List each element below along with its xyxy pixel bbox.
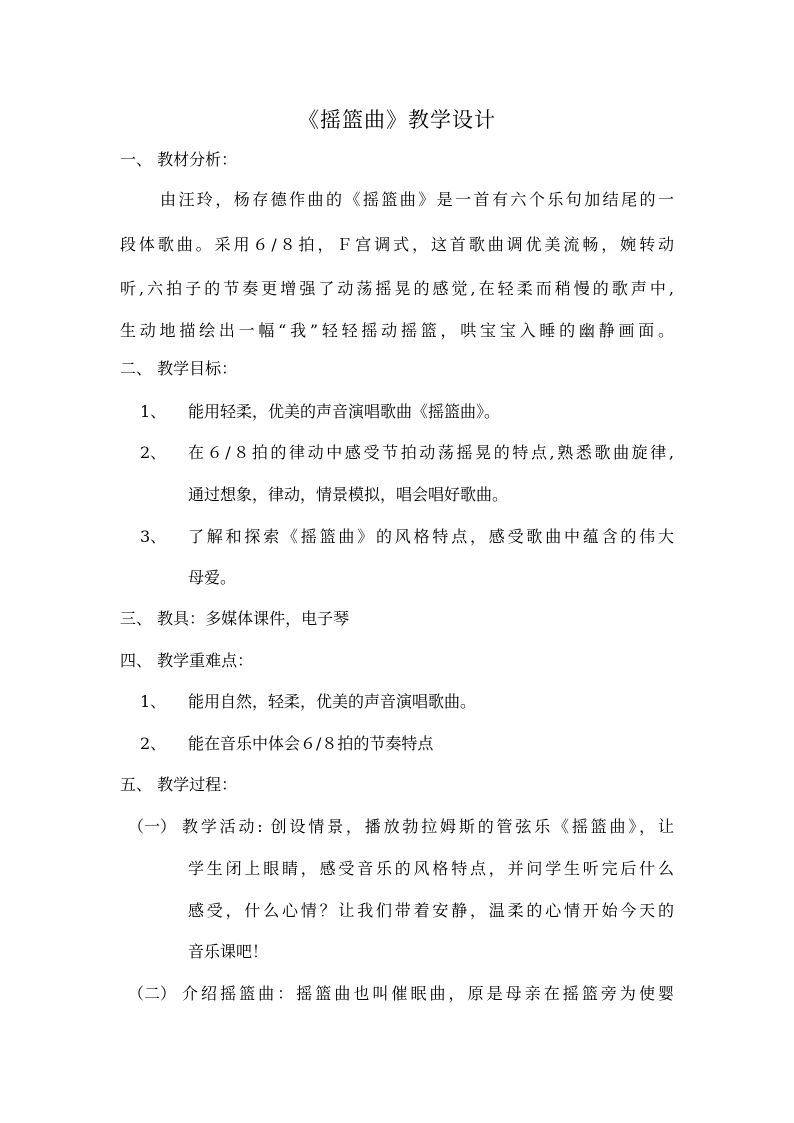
step-number: （一） bbox=[128, 817, 177, 836]
list-number: 1、 bbox=[140, 692, 167, 711]
list-item-text: 了解和探索《摇篮曲》的风格特点，感受歌曲中蕴含的伟大 bbox=[188, 527, 674, 546]
list-item-text: 在６/８拍的律动中感受节拍动荡摇晃的特点,熟悉歌曲旋律, bbox=[188, 443, 674, 462]
list-item-text: 能用自然，轻柔，优美的声音演唱歌曲。 bbox=[188, 692, 477, 711]
step-text: 介绍摇篮曲：摇篮曲也叫催眠曲，原是母亲在摇篮旁为使婴 bbox=[182, 984, 674, 1003]
section-heading-materials: 一、 教材分析： bbox=[120, 150, 238, 169]
paragraph-line: 听,六拍子的节奏更增强了动荡摇晃的感觉,在轻柔而稍慢的歌声中, bbox=[120, 279, 674, 298]
list-item-text: 能在音乐中体会６/８拍的节奏特点 bbox=[188, 734, 434, 753]
list-item-text: 通过想象，律动，情景模拟，唱会唱好歌曲。 bbox=[188, 485, 509, 504]
step-text: 学生闭上眼睛，感受音乐的风格特点，并问学生听完后什么 bbox=[188, 859, 674, 878]
list-number: 2、 bbox=[140, 443, 167, 462]
list-number: 2、 bbox=[140, 734, 167, 753]
document-title: 《摇篮曲》教学设计 bbox=[298, 108, 496, 132]
paragraph-line: 段体歌曲。采用６/８拍，Ｆ宫调式，这首歌曲调优美流畅，婉转动 bbox=[120, 235, 674, 254]
section-heading-objectives: 二、 教学目标： bbox=[120, 359, 238, 378]
list-number: 3、 bbox=[140, 527, 167, 546]
section-heading-teaching-aids: 三、 教具：多媒体课件，电子琴 bbox=[120, 609, 350, 628]
step-text: 音乐课吧！ bbox=[188, 942, 269, 961]
step-number: （二） bbox=[128, 984, 177, 1003]
section-heading-key-points: 四、 教学重难点： bbox=[120, 651, 254, 670]
paragraph-line: 生动地描绘出一幅“我”轻轻摇动摇篮，哄宝宝入睡的幽静画面。 bbox=[120, 321, 674, 340]
step-text: 教学活动: 创设情景，播放勃拉姆斯的管弦乐《摇篮曲》，让 bbox=[182, 817, 674, 836]
list-number: 1、 bbox=[140, 402, 167, 421]
list-item-text: 母爱。 bbox=[188, 568, 237, 587]
paragraph-line: 由汪玲，杨存德作曲的《摇篮曲》是一首有六个乐句加结尾的一 bbox=[160, 190, 674, 209]
list-item-text: 能用轻柔，优美的声音演唱歌曲《摇篮曲》。 bbox=[188, 402, 501, 421]
step-text: 感受，什么心情？让我们带着安静，温柔的心情开始今天的 bbox=[188, 901, 674, 920]
section-heading-process: 五、 教学过程： bbox=[120, 775, 238, 794]
